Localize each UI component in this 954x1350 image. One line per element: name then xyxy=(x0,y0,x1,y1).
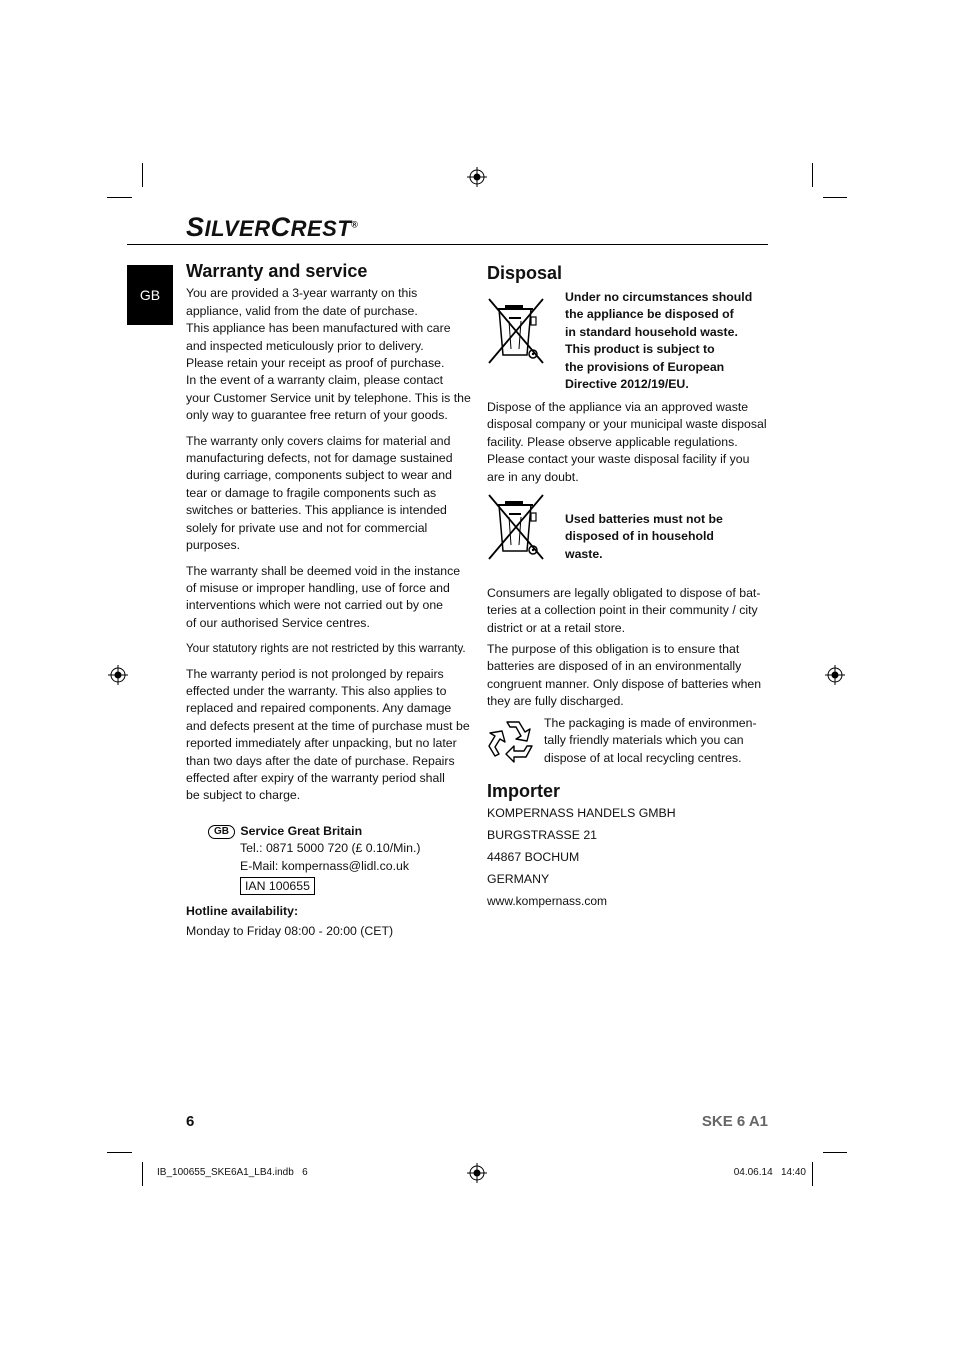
disposal-paragraph-3 xyxy=(487,641,772,711)
text-line: disposal company or your municipal waste disposal xyxy=(487,417,767,432)
warranty-paragraph-2 xyxy=(186,433,471,555)
text-line: This product is subject to xyxy=(565,342,715,357)
text-line: congruent manner. Only dispose of batteries when xyxy=(487,676,762,691)
text-line: only way to guarantee free return of your goods. xyxy=(186,408,448,423)
language-tab: GB xyxy=(127,265,173,325)
text-line: The warranty only covers claims for material and xyxy=(186,433,451,448)
recycling-icon xyxy=(487,716,539,768)
text-line: The packaging is made of environmen- xyxy=(544,716,757,730)
page-number: 6 xyxy=(186,1113,195,1130)
text-line: facility. Please observe applicable regulations. xyxy=(487,434,738,449)
ian-box: IAN 100655 xyxy=(240,877,315,895)
text-line: are in any doubt. xyxy=(487,469,579,484)
disposal-paragraph-2 xyxy=(487,585,772,637)
text-line: reported immediately after unpacking, but no later xyxy=(186,736,457,751)
header-rule xyxy=(127,244,768,245)
text-line: Directive 2012/19/EU. xyxy=(565,377,689,392)
text-line: teries at a collection point in their community / city xyxy=(487,603,758,618)
text-line: The purpose of this obligation is to ensure that xyxy=(487,642,740,656)
warranty-paragraph-1 xyxy=(186,285,471,424)
address-line: GERMANY xyxy=(487,872,550,887)
text-line: Used batteries must not be xyxy=(565,512,723,526)
warranty-section xyxy=(186,263,471,940)
warranty-paragraph-5 xyxy=(186,666,471,805)
battery-warning xyxy=(565,511,775,563)
hotline-hours: Monday to Friday 08:00 - 20:00 (CET) xyxy=(186,923,394,938)
text-line: your Customer Service unit by telephone. This is the xyxy=(186,390,471,405)
text-line: they are fully discharged. xyxy=(487,694,624,709)
text-line: interventions which were not carried out by one xyxy=(186,598,444,613)
service-email: E-Mail: kompernass@lidl.co.uk xyxy=(240,858,409,873)
importer-website: www.kompernass.com xyxy=(487,894,608,909)
text-line: replaced and repaired components. Any damage xyxy=(186,701,452,716)
text-line: district or at a retail store. xyxy=(487,620,626,635)
crossed-out-battery-bin-icon xyxy=(487,493,545,561)
crop-mark xyxy=(107,197,132,198)
crop-mark xyxy=(107,1152,132,1153)
importer-section xyxy=(487,783,772,911)
text-line: In the event of a warranty claim, please contact xyxy=(186,373,444,388)
registration-mark-icon xyxy=(108,665,128,685)
text-line: purposes. xyxy=(186,538,241,553)
text-line: Under no circumstances should xyxy=(565,290,753,304)
service-title: Service Great Britain xyxy=(240,823,363,838)
disposal-heading: Disposal xyxy=(487,263,563,283)
print-slug-datetime: 04.06.14 14:40 xyxy=(733,1167,806,1178)
address-line: BURGSTRASSE 21 xyxy=(487,828,598,843)
importer-address xyxy=(487,805,772,888)
registration-mark-icon xyxy=(467,167,487,187)
address-line: KOMPERNASS HANDELS GMBH xyxy=(487,806,676,821)
importer-heading: Importer xyxy=(487,781,561,801)
address-line: 44867 BOCHUM xyxy=(487,850,580,865)
text-line: manufacturing defects, not for damage sustained xyxy=(186,451,453,466)
crop-mark xyxy=(823,197,847,198)
brand-logo: SILVERCREST® xyxy=(186,212,359,242)
packaging-note xyxy=(544,715,774,767)
hotline-label: Hotline availability: xyxy=(186,904,299,919)
text-line: during carriage, components subject to wear and xyxy=(186,468,452,483)
text-line: tally friendly materials which you can xyxy=(544,733,744,748)
text-line: the appliance be disposed of xyxy=(565,307,734,322)
text-line: switches or batteries. This appliance is intended xyxy=(186,503,447,518)
warranty-paragraph-4 xyxy=(186,640,471,657)
text-line: The warranty period is not prolonged by repairs xyxy=(186,666,444,681)
text-line: Please retain your receipt as proof of purchase. xyxy=(186,356,445,371)
text-line: solely for private use and not for commercial xyxy=(186,520,428,535)
text-line: appliance, valid from the date of purchase. xyxy=(186,303,418,318)
disposal-warning xyxy=(565,289,775,393)
crop-mark xyxy=(812,1162,813,1186)
print-slug-file: IB_100655_SKE6A1_LB4.indb 6 xyxy=(157,1167,308,1178)
text-line: effected under the warranty. This also applies to xyxy=(186,683,447,698)
text-line: and inspected meticulously prior to delivery. xyxy=(186,338,424,353)
text-line: The warranty shall be deemed void in the instance xyxy=(186,563,461,578)
text-line: You are provided a 3-year warranty on this xyxy=(186,286,418,301)
text-line: and defects present at the time of purchase must be xyxy=(186,718,470,733)
warranty-heading: Warranty and service xyxy=(186,261,368,281)
text-line: the provisions of European xyxy=(565,359,725,374)
crop-mark xyxy=(142,1162,143,1186)
text-line: Consumers are legally obligated to dispose of bat- xyxy=(487,586,761,600)
service-block xyxy=(186,823,471,896)
crop-mark xyxy=(812,163,813,187)
text-line: Dispose of the appliance via an approved waste xyxy=(487,400,749,414)
text-line: of our authorised Service centres. xyxy=(186,615,370,630)
crossed-out-wheelie-bin-icon xyxy=(487,297,545,365)
service-telephone: Tel.: 0871 5000 720 (£ 0.10/Min.) xyxy=(240,841,421,856)
text-line: effected after expiry of the warranty period shall xyxy=(186,770,445,785)
text-line: be subject to charge. xyxy=(186,788,301,803)
text-line: dispose of at local recycling centres. xyxy=(544,750,742,765)
warranty-paragraph-3 xyxy=(186,563,471,633)
disposal-heading-wrap xyxy=(487,263,562,284)
registration-mark-icon xyxy=(825,665,845,685)
gb-badge: GB xyxy=(208,825,235,839)
model-number: SKE 6 A1 xyxy=(701,1113,768,1130)
text-line: in standard household waste. xyxy=(565,324,738,339)
crop-mark xyxy=(142,163,143,187)
text-line: Your statutory rights are not restricted by this warranty. xyxy=(186,642,466,656)
text-line: tear or damage to fragile components such as xyxy=(186,485,437,500)
text-line: disposed of in household xyxy=(565,529,714,544)
disposal-paragraph-1 xyxy=(487,399,772,486)
text-line: than two days after the date of purchase. Repairs xyxy=(186,753,455,768)
text-line: This appliance has been manufactured with care xyxy=(186,321,451,336)
registration-mark-icon xyxy=(467,1163,487,1183)
text-line: batteries are disposed of in an environmentally xyxy=(487,659,742,674)
text-line: Please contact your waste disposal facility if you xyxy=(487,452,750,467)
text-line: waste. xyxy=(565,546,603,561)
crop-mark xyxy=(823,1152,847,1153)
text-line: of misuse or improper handling, use of force and xyxy=(186,580,450,595)
